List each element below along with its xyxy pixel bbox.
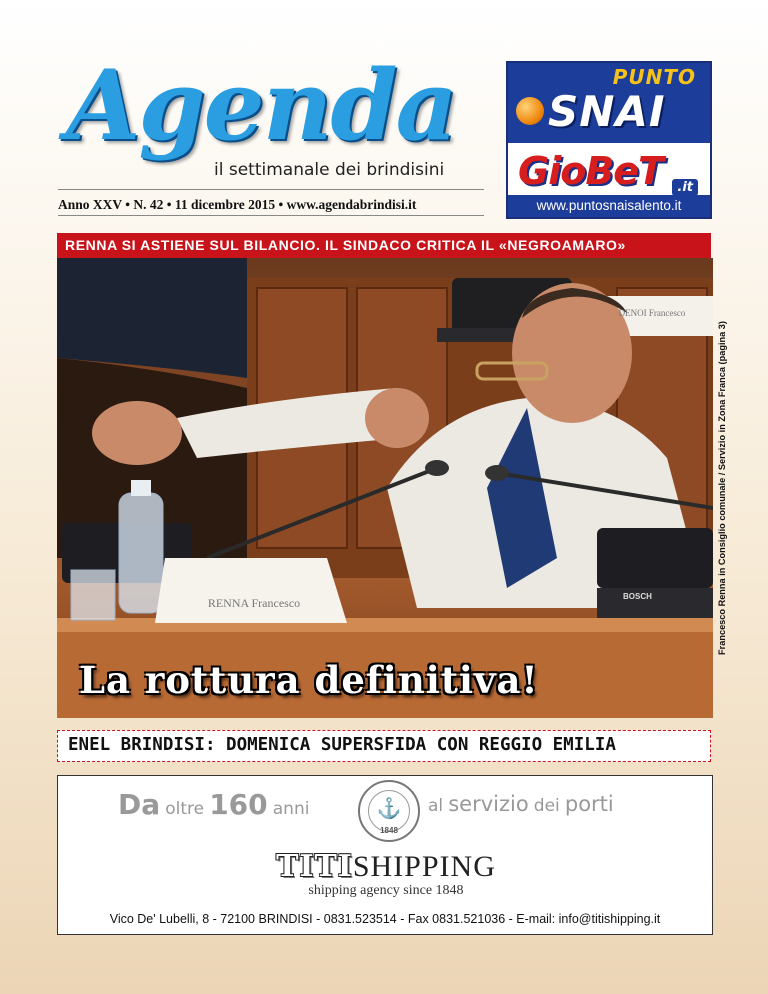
ad-word-porti: porti (564, 792, 614, 816)
ad-word-anni: anni (272, 799, 310, 819)
ad-word-dei: dei (533, 796, 560, 816)
ad-address[interactable]: Vico De' Lubelli, 8 - 72100 BRINDISI - 0831.523514 - Fax 0831.521036 - E-mail: info@titishipping.it (109, 912, 661, 926)
photo-credit-text: Francesco Renna in Consiglio comunale / Servizio in Zona Franca (pagina 3) (717, 321, 727, 655)
sponsor-block[interactable] (506, 61, 712, 219)
titi-shipping-ad[interactable] (57, 775, 713, 935)
ad-word-160: 160 (209, 788, 268, 821)
masthead-rule-top (58, 189, 484, 190)
snai-ball-icon (516, 97, 544, 125)
ad-word-da: Da (118, 788, 161, 821)
anchor-seal-icon (358, 780, 420, 842)
ad-tagline-right (428, 792, 614, 816)
sponsor-punto-text: PUNTO (612, 65, 696, 89)
monitor-brand: BOSCH (623, 592, 652, 601)
cover-photo-illustration (57, 258, 713, 718)
anchor-icon: ⚓ (376, 798, 402, 820)
ad-word-al: al (428, 796, 444, 816)
cover-caption: La rottura definitiva! (79, 658, 539, 702)
cover-photo (57, 258, 713, 718)
ad-word-servizio: servizio (448, 792, 529, 816)
masthead-rule-bottom (58, 215, 484, 216)
seal-year: 1848 (380, 826, 398, 835)
nameplate-back: DENOI Francesco (618, 308, 686, 318)
sponsor-url[interactable]: www.puntosnaisalento.it (508, 195, 710, 217)
ad-agency-tagline: shipping agency since 1848 (308, 883, 464, 898)
issue-line: Anno XXV • N. 42 • 11 dicembre 2015 • www.agendabrindisi.it (58, 197, 417, 212)
nameplate-front: RENNA Francesco (207, 596, 301, 610)
photo-credit (714, 258, 730, 718)
sponsor-snai-text: SNAI (548, 87, 666, 136)
top-headline: RENNA SI ASTIENE SUL BILANCIO. IL SINDACO CRITICA IL «NEGROAMARO» (57, 233, 711, 258)
ad-brand-titi: TITI (276, 849, 353, 884)
masthead-logo: Agenda (66, 49, 456, 162)
sponsor-giobet-suffix: .it (672, 179, 698, 196)
ad-word-oltre: oltre (165, 799, 205, 819)
masthead-subtitle: il settimanale dei brindisini (214, 160, 445, 180)
ad-tagline-left (118, 788, 309, 821)
sponsor-giobet-text: GioBeT (518, 149, 663, 193)
ad-brand (248, 849, 524, 884)
ad-brand-shipping: SHIPPING (352, 850, 496, 883)
sport-headline: ENEL BRINDISI: DOMENICA SUPERSFIDA CON REGGIO EMILIA (57, 730, 711, 762)
